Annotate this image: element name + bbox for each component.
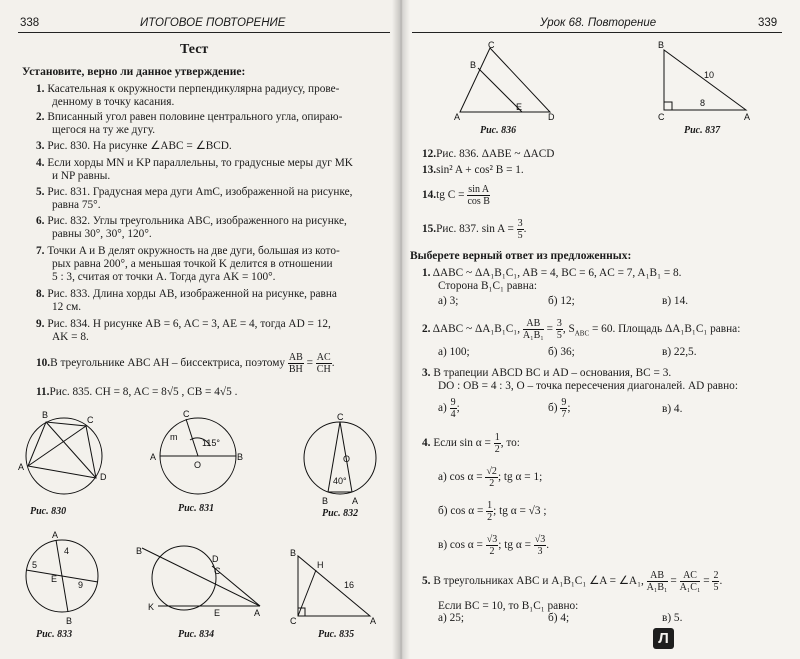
q5-option-b: б) 4; xyxy=(548,612,570,624)
right-header-rule xyxy=(412,32,782,33)
fraction-sqrt3-2 xyxy=(486,534,499,557)
fraction-ab-a1b1 xyxy=(647,570,668,593)
item-6-cont: равны 30°, 30°, 120°. xyxy=(52,228,152,240)
label-b: B xyxy=(290,548,297,558)
label-c: C xyxy=(488,40,495,50)
right-running-title: Урок 68. Повторение xyxy=(540,17,657,29)
item-9 xyxy=(36,318,331,331)
fraction-sin-cos xyxy=(467,184,490,207)
fraction-3-5 xyxy=(517,218,524,241)
publisher-badge: Л xyxy=(653,628,674,649)
frac-top: AB xyxy=(647,570,668,582)
item-13 xyxy=(422,164,524,177)
fraction-ac-ch xyxy=(316,352,332,375)
frac-bottom: CH xyxy=(316,364,331,375)
item-text: Рис. 833. Длина хорды AB, изображенной на рисунке, равна xyxy=(47,288,337,300)
label-16: 16 xyxy=(344,580,355,590)
caption-832: Рис. 832 xyxy=(322,508,359,519)
item-7-cont: рых равна 200°, а меньшая точкой K делится в отношении xyxy=(52,258,333,270)
item-3 xyxy=(36,140,232,153)
area-subscript: ABC xyxy=(574,329,590,338)
left-section-heading: Установите, верно ли данное утверждение: xyxy=(22,66,246,78)
item-end: . xyxy=(331,357,335,370)
fraction-sqrt2-2 xyxy=(485,466,498,489)
frac-bottom: 5 xyxy=(713,582,719,593)
fraction-1-2 xyxy=(494,432,501,455)
label-c: C xyxy=(183,410,190,419)
item-6 xyxy=(36,215,347,228)
item-num: 6. xyxy=(36,215,45,227)
frac-bottom: BH xyxy=(288,364,303,375)
figure-836 xyxy=(450,40,560,122)
circle xyxy=(152,546,216,610)
equals-sign: = xyxy=(306,357,313,370)
frac-bottom: 5 xyxy=(556,330,562,341)
q4-option-c xyxy=(438,534,549,557)
label-angle: 40° xyxy=(333,476,347,486)
item-4-cont: и NP равны. xyxy=(52,170,111,182)
label-10: 10 xyxy=(704,70,715,80)
label-b: B xyxy=(136,546,143,556)
frac-top: 3 xyxy=(517,218,523,229)
item-7 xyxy=(36,245,340,258)
label-c: C xyxy=(337,412,344,422)
item-text: В треугольнике ABC AH – биссектриса, поэтому xyxy=(50,357,286,370)
item-4 xyxy=(36,157,353,170)
item-num: 9. xyxy=(36,318,45,330)
item-7-cont2: 5 : 3, считая от точки A. Тогда дуга AK = 100°. xyxy=(52,271,276,283)
item-text: Касательная к окружности перпендикулярна радиусу, прове- xyxy=(47,83,340,95)
frac-bottom: 4 xyxy=(450,409,456,420)
label-d: D xyxy=(100,472,107,482)
frac-top: 1 xyxy=(487,500,493,511)
book-gutter xyxy=(392,0,410,659)
equals-sign: = xyxy=(546,323,553,336)
frac-top: 1 xyxy=(494,432,500,443)
label-c: C xyxy=(658,112,665,122)
question-3-cont: DO : OB = 4 : 3, O – точка пересечения диагоналей. AD равно: xyxy=(438,380,738,392)
q-num: 4. xyxy=(422,437,431,450)
q-text: В трапеции ABCD BC и AD – основания, BC = 3. xyxy=(433,367,672,379)
triangle-acd xyxy=(460,48,550,112)
q5-option-a: а) 25; xyxy=(438,612,465,624)
option-label: в) cos α = xyxy=(438,539,483,552)
label-a: A xyxy=(454,112,461,122)
frac-top: AB xyxy=(288,352,303,363)
label-e: E xyxy=(214,608,221,618)
item-15 xyxy=(422,218,526,241)
caption-833: Рис. 833 xyxy=(36,629,73,640)
frac-top: √2 xyxy=(486,466,497,477)
frac-bottom: A₁B₁ xyxy=(522,330,544,341)
equals-sign: = xyxy=(703,575,710,588)
label-9: 9 xyxy=(78,580,84,590)
question-3 xyxy=(422,367,671,380)
item-num: 3. xyxy=(36,140,45,152)
figure-834 xyxy=(128,544,268,618)
q-text: Если sin α = xyxy=(433,437,491,450)
label-4: 4 xyxy=(64,546,70,556)
label-b: B xyxy=(470,60,477,70)
figure-831 xyxy=(148,410,248,500)
item-1 xyxy=(36,83,339,96)
frac-bottom: cos B xyxy=(467,196,490,207)
frac-bottom: A₁C₁ xyxy=(679,582,701,593)
fraction-ab-bh xyxy=(288,352,304,375)
q-num: 1. xyxy=(422,267,431,279)
item-text: Точки A и B делят окружность на две дуги, большая из кото- xyxy=(47,245,340,257)
q-text: В треугольниках ABC и A₁B₁C₁ ∠A = ∠A₁, xyxy=(433,575,644,588)
frac-top: sin A xyxy=(468,184,490,195)
q4-option-b xyxy=(438,500,547,523)
test-title: Тест xyxy=(180,42,209,57)
label-a: A xyxy=(18,462,25,472)
q4-option-a xyxy=(438,466,542,489)
label-a: A xyxy=(254,608,261,618)
q-text-2: , S xyxy=(562,323,575,336)
left-header-rule xyxy=(18,32,390,33)
item-num: 10. xyxy=(36,357,51,370)
label-m: m xyxy=(170,432,178,442)
option-end: ; xyxy=(456,402,460,415)
left-page-number: 338 xyxy=(20,17,40,29)
option-mid: ; tg α = xyxy=(498,539,531,552)
frac-bottom: 7 xyxy=(561,409,567,420)
frac-bottom: 5 xyxy=(517,230,523,241)
q1-option-c: в) 14. xyxy=(662,295,689,307)
label-a: A xyxy=(150,452,157,462)
item-10 xyxy=(36,352,335,375)
label-c: C xyxy=(87,415,94,425)
caption-831: Рис. 831 xyxy=(178,503,215,514)
label-h: H xyxy=(317,560,324,570)
q-end: . xyxy=(719,575,723,588)
option-end: ; xyxy=(567,402,571,415)
frac-top: 3 xyxy=(556,318,562,329)
item-text: Рис. 831. Градусная мера дуги AmC, изображенной на рисунке, xyxy=(47,186,353,198)
item-5-cont: равна 75°. xyxy=(52,199,101,211)
caption-836: Рис. 836 xyxy=(480,125,517,136)
label-e: E xyxy=(51,574,58,584)
q-num: 5. xyxy=(422,575,431,588)
item-text: tg C = xyxy=(436,189,465,202)
equals-sign: = xyxy=(670,575,677,588)
q3-option-b xyxy=(548,397,570,420)
q1-option-a: а) 3; xyxy=(438,295,459,307)
figure-833 xyxy=(18,530,108,626)
item-14 xyxy=(422,184,490,207)
label-o: O xyxy=(194,460,202,470)
q3-option-c: в) 4. xyxy=(662,403,683,415)
frac-bottom: A₁B₁ xyxy=(646,582,668,593)
option-label: б) cos α = xyxy=(438,505,484,518)
item-8 xyxy=(36,288,337,301)
question-5 xyxy=(422,570,722,593)
left-running-title: ИТОГОВОЕ ПОВТОРЕНИЕ xyxy=(140,17,286,29)
item-num: 15. xyxy=(422,223,437,236)
label-a: A xyxy=(744,112,751,122)
frac-bottom: 2 xyxy=(494,444,500,455)
item-end: . xyxy=(523,223,527,236)
label-o: O xyxy=(343,454,351,464)
figure-835 xyxy=(286,548,386,624)
label-b: B xyxy=(237,452,244,462)
q-num: 2. xyxy=(422,323,431,336)
label-a: A xyxy=(370,616,377,624)
item-text: Рис. 837. sin A = xyxy=(436,223,514,236)
option-end: . xyxy=(546,539,550,552)
label-e: E xyxy=(516,102,523,112)
chords xyxy=(28,422,96,478)
fraction-ab-a1b1 xyxy=(523,318,544,341)
item-num: 5. xyxy=(36,186,45,198)
label-d: D xyxy=(212,554,219,564)
label-b: B xyxy=(658,40,665,50)
fraction-sqrt3-3 xyxy=(534,534,550,557)
triangle xyxy=(298,556,370,616)
label-a: A xyxy=(52,530,59,540)
figure-830 xyxy=(12,408,122,508)
q2-option-a: а) 100; xyxy=(438,346,470,358)
caption-834: Рис. 834 xyxy=(178,629,215,640)
label-c: C xyxy=(290,616,297,624)
item-num: 2. xyxy=(36,111,45,123)
frac-top: √3 xyxy=(534,534,546,545)
secant-bc xyxy=(142,548,260,606)
right-section-heading: Выберете верный ответ из предложенных: xyxy=(410,250,632,262)
item-text: Рис. 832. Углы треугольника ABC, изображенного на рисунке, xyxy=(47,215,347,227)
label-d: D xyxy=(548,112,555,122)
item-12 xyxy=(422,148,554,161)
frac-bottom: 2 xyxy=(487,512,493,523)
figure-832 xyxy=(300,412,380,508)
item-9-cont: AK = 8. xyxy=(52,331,89,343)
item-num: 1. xyxy=(36,83,45,95)
caption-837: Рис. 837 xyxy=(684,125,721,136)
frac-bottom: 2 xyxy=(489,478,495,489)
frac-top: AC xyxy=(680,570,701,582)
item-text: Если хорды MN и KP параллельны, то градусные меры дуг MK xyxy=(47,157,353,169)
q2-option-b: б) 36; xyxy=(548,346,575,358)
q-num: 3. xyxy=(422,367,431,379)
right-page xyxy=(400,0,800,659)
frac-top: 2 xyxy=(713,570,719,581)
option-label: б) xyxy=(548,402,558,415)
q-text-3: = 60. Площадь ΔA₁B₁C₁ равна: xyxy=(589,323,741,336)
question-1-cont: Сторона B₁C₁ равна: xyxy=(438,280,537,292)
circle xyxy=(26,418,102,494)
label-b: B xyxy=(42,410,49,420)
option-label: а) cos α = xyxy=(438,471,483,484)
option-label: а) xyxy=(438,402,447,415)
right-page-number: 339 xyxy=(758,17,778,29)
item-text: Рис. 836. ΔABE ~ ΔACD xyxy=(436,148,555,160)
item-num: 14. xyxy=(422,189,437,202)
item-num: 4. xyxy=(36,157,45,169)
question-4 xyxy=(422,432,520,455)
chord xyxy=(26,570,98,582)
item-num: 7. xyxy=(36,245,45,257)
fraction-9-4 xyxy=(450,397,457,420)
item-text: sin² A + cos² B = 1. xyxy=(436,164,524,176)
label-b: B xyxy=(66,616,73,626)
item-text: Рис. 835. CH = 8, AC = 8√5 , CB = 4√5 . xyxy=(49,386,238,398)
chord-bd xyxy=(46,422,96,478)
item-text: Рис. 830. На рисунке ∠ABC = ∠BCD. xyxy=(47,140,232,152)
caption-835: Рис. 835 xyxy=(318,629,355,640)
label-b: B xyxy=(322,496,329,506)
item-2 xyxy=(36,111,342,124)
frac-top: AB xyxy=(523,318,544,330)
label-8: 8 xyxy=(700,98,706,108)
frac-top: AC xyxy=(316,352,331,363)
label-angle: 115° xyxy=(202,438,220,448)
frac-top: 9 xyxy=(450,397,456,408)
item-8-cont: 12 см. xyxy=(52,301,82,313)
frac-top: 9 xyxy=(561,397,567,408)
item-text: Рис. 834. Н рисунке AB = 6, AC = 3, AE = 4, тогда AD = 12, xyxy=(47,318,331,330)
item-num: 8. xyxy=(36,288,45,300)
question-2 xyxy=(422,318,740,341)
question-5-cont: Если BC = 10, то B₁C₁ равно: xyxy=(438,600,579,612)
q-text: ΔABC ~ ΔA₁B₁C₁, AB = 4, BC = 6, AC = 7, A₁B₁ = 8. xyxy=(432,267,682,279)
item-text: Вписанный угол равен половине центрального угла, опираю- xyxy=(47,111,343,123)
option-rest: ; tg α = √3 ; xyxy=(493,505,547,518)
label-k: K xyxy=(148,602,155,612)
item-11 xyxy=(36,386,237,399)
q1-option-b: б) 12; xyxy=(548,295,575,307)
frac-bottom: 3 xyxy=(537,546,543,557)
frac-bottom: 2 xyxy=(489,546,495,557)
fraction-3-5 xyxy=(556,318,563,341)
frac-top: √3 xyxy=(486,534,498,545)
figure-837 xyxy=(650,40,760,122)
q3-option-a xyxy=(438,397,460,420)
item-num: 11. xyxy=(36,386,50,398)
item-5 xyxy=(36,186,353,199)
q2-option-c: в) 22,5. xyxy=(662,346,697,358)
question-1 xyxy=(422,267,682,280)
right-angle-mark xyxy=(664,102,672,110)
label-c: C xyxy=(214,566,221,576)
label-a: A xyxy=(352,496,359,506)
item-1-cont: денному в точку касания. xyxy=(52,96,175,108)
q5-option-c: в) 5. xyxy=(662,612,683,624)
label-5: 5 xyxy=(32,560,38,570)
item-num: 12. xyxy=(422,148,437,160)
altitude-ch xyxy=(298,570,316,616)
q-text: ΔABC ~ ΔA₁B₁C₁, xyxy=(432,323,521,336)
fraction-ac-a1c1 xyxy=(680,570,701,593)
q-end: , то: xyxy=(500,437,520,450)
option-rest: ; tg α = 1; xyxy=(497,471,543,484)
item-2-cont: щегося на ту же дугу. xyxy=(52,124,156,136)
item-num: 13. xyxy=(422,164,437,176)
caption-830: Рис. 830 xyxy=(30,506,67,517)
